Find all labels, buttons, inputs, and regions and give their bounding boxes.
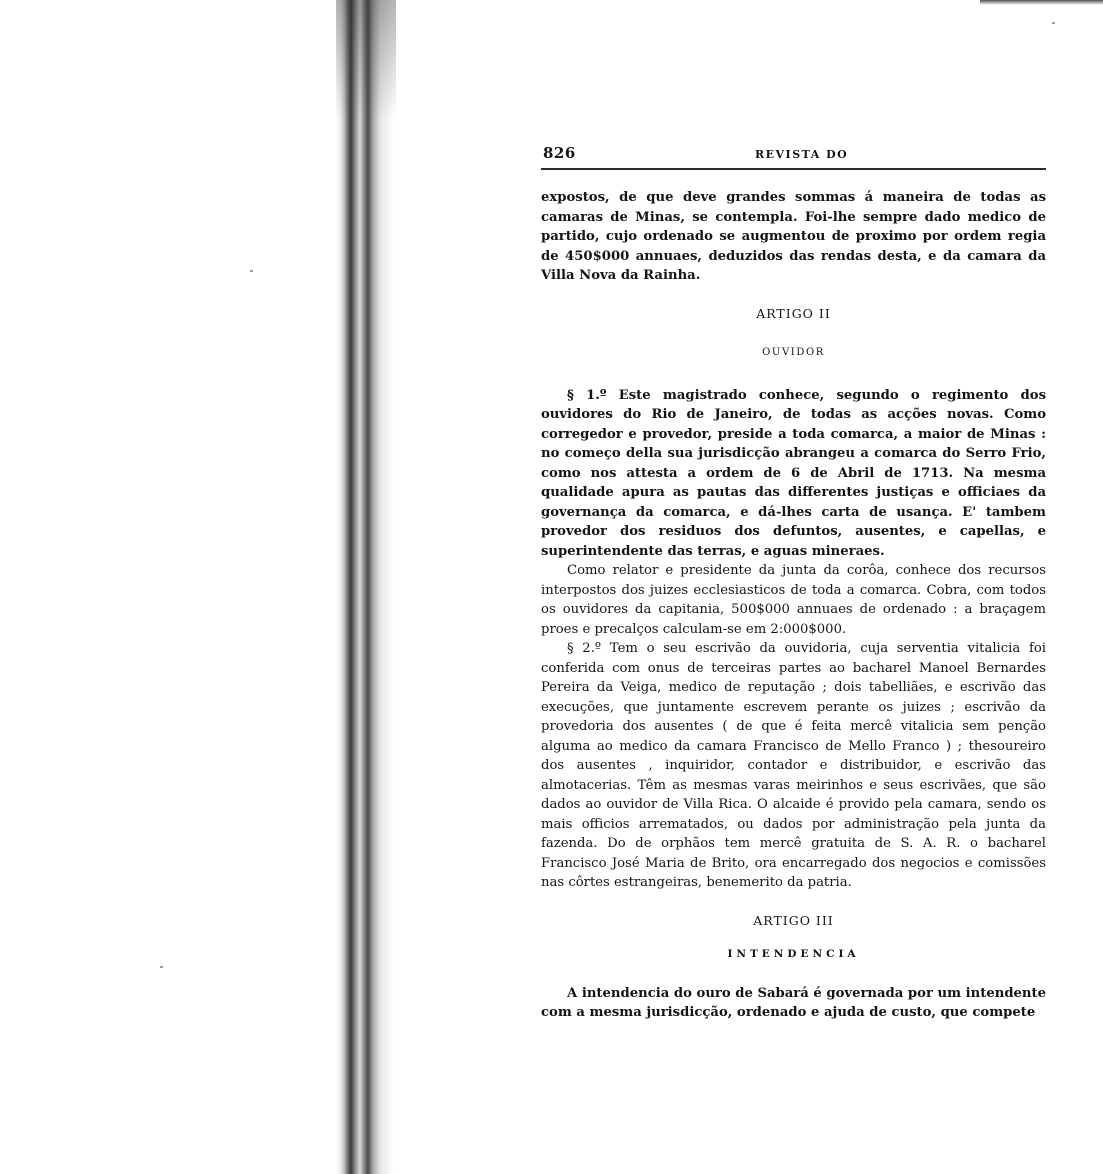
scan-speck (160, 966, 163, 968)
page-number: 826 (543, 144, 576, 162)
article-2-heading: ARTIGO II (756, 305, 831, 321)
scan-speck (250, 270, 253, 272)
journal-title: REVISTA DO (755, 148, 849, 161)
scan-speck (1052, 22, 1055, 24)
binding-top-shadow (336, 0, 396, 120)
running-head (541, 140, 1046, 170)
book-binding-shadow (336, 0, 394, 1174)
article-3-heading: ARTIGO III (753, 912, 834, 928)
article-2-title: OUVIDOR (762, 346, 825, 358)
article-3-title: INTENDENCIA (727, 947, 860, 960)
paragraph-section-1: § 1.º Este magistrado conhece, segundo o regimento dos ouvidores do Rio de Janeiro, de todas as acções novas. Como corregedor e provedor, preside a toda comarca, a maior de Minas : no começo della sua jurisdicção abrangeu a comarca do Serro Frio, como nos attesta a ordem de 6 de Abril de 1713. Na mesma qualidade apura as pautas das differentes justiças e officiaes da governança da comarca, e dá-lhes carta de usança. E' tambem provedor dos residuos dos defuntos, ausentes, e capellas, e superintendente das terras, e aguas mineraes. (541, 387, 1046, 559)
left-margin (0, 0, 336, 1174)
page-top-edge (980, 0, 1103, 5)
paragraph-intro: expostos, de que deve grandes sommas á maneira de todas as camaras de Minas, se contempla. Foi-lhe sempre dado medico de partido, cujo ordenado se augmentou de proximo por ordem regia de 450$000 annuaes, deduzidos das rendas desta, e da camara da Villa Nova da Rainha. (541, 190, 1046, 283)
paragraph-intendencia: A intendencia do ouro de Sabará é governada por um intendente com a mesma jurisdicção, ordenado e ajuda de custo, que compete (541, 985, 1046, 1020)
book-page (541, 140, 1046, 1023)
paragraph-section-2: § 2.º Tem o seu escrivão da ouvidoria, cuja serventia vitalicia foi conferida com onus de terceiras partes ao bacharel Manoel Bernardes Pereira da Veiga, medico de reputação ; dois tabelliães, e escrivão das execuções, que juntamente escrevem perante os juizes ; escrivão da provedoria dos ausentes ( de que é feita mercê vitalicia sem penção alguma ao medico da camara Francisco de Mello Franco ) ; thesoureiro dos ausentes , inquiridor, contador e distribuidor, e escrivão das almotacerias. Têm as mesmas varas meirinhos e seus escrivães, que são dados ao ouvidor de Villa Rica. O alcaide é provido pela camara, sendo os mais officios arrematados, ou dados por administração pela junta da fazenda. Do de orphãos tem mercê gratuita de S. A. R. o bacharel Francisco José Maria de Brito, ora encarregado dos negocios e comissões nas côrtes estrangeiras, benemerito da patria. (541, 641, 1046, 890)
paragraph-relator: Como relator e presidente da junta da corôa, conhece dos recursos interpostos dos juizes ecclesiasticos de toda a comarca. Cobra, com todos os ouvidores da capitania, 500$000 annuaes de ordenado : a braçagem proes e precalços calculam-se em 2:000$000. (541, 563, 1046, 637)
